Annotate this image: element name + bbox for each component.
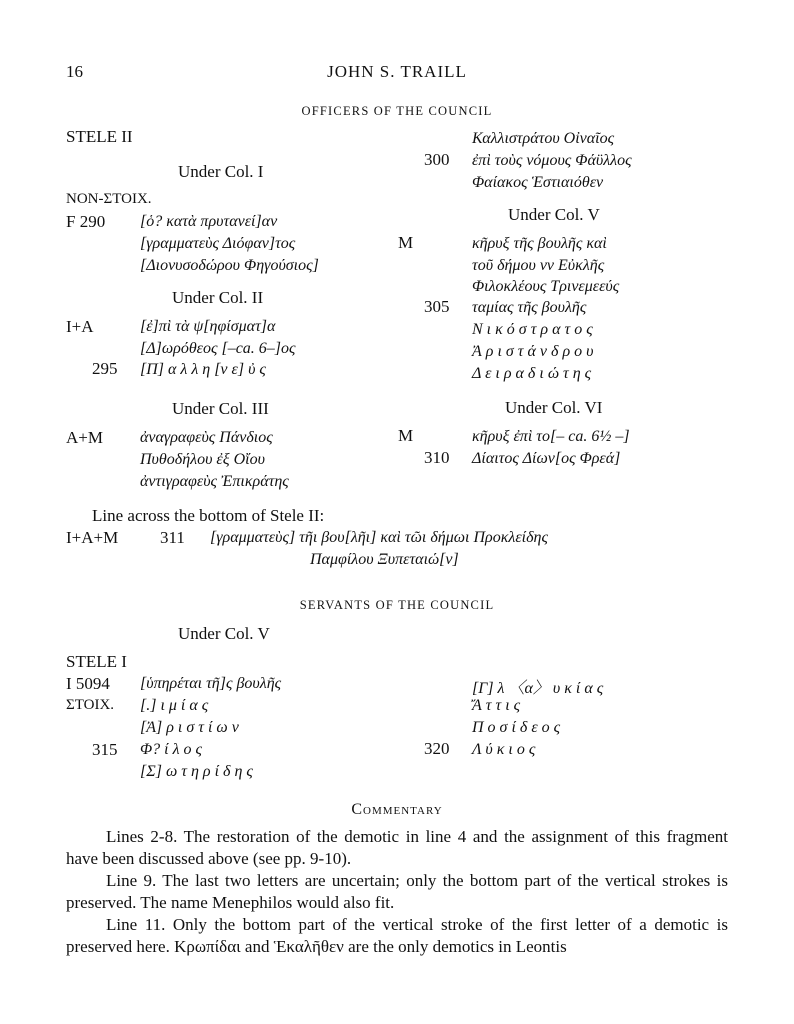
- servant-right-line: Ἄ τ τ ι ς: [472, 697, 521, 714]
- col5-line: τοῦ δήμου vv Εὐκλῆς: [472, 257, 605, 274]
- commentary-body: [66, 826, 728, 958]
- f290-line: [ὁ? κατὰ πρυτανεί]αν: [140, 213, 278, 230]
- line-across-heading: Line across the bottom of Stele II:: [92, 506, 325, 525]
- f290-line: [Διονυσοδώρου Φηγούσιος]: [140, 257, 319, 274]
- col5-line: ταμίας τῆς βουλῆς: [472, 299, 587, 316]
- iam-label: I+A+M: [66, 528, 119, 547]
- servant-left-line: [.] ι μ ί α ς: [140, 697, 209, 714]
- col2-line: [ἐ]πὶ τὰ ψ[ηφίσματ]α: [140, 318, 276, 335]
- page-number: 16: [66, 62, 83, 81]
- col5-line: Ἀ ρ ι σ τ ά ν δ ρ ο υ: [472, 343, 594, 360]
- line-number-300: 300: [424, 150, 450, 169]
- col3-line: ἀναγραφεὺς Πάνδιος: [140, 429, 273, 446]
- servant-left-line: [Σ] ω τ η ρ ί δ η ς: [140, 763, 253, 780]
- right-top-line: Καλλιστράτου Οἰναῖος: [472, 130, 615, 147]
- col3-line: ἀντιγραφεὺς Ἐπικράτης: [140, 473, 289, 490]
- col2-heading: Under Col. II: [172, 288, 264, 307]
- line-number-311: 311: [160, 528, 185, 547]
- i5094-label: I 5094: [66, 674, 110, 693]
- line-number-305: 305: [424, 297, 450, 316]
- col6-line: κῆρυξ ἐπὶ το[– ca. 6½ –]: [472, 428, 630, 445]
- line-311-text: [γραμματεὺς] τῆι βου[λῆι] καὶ τῶι δήμωι Προκλείδης: [210, 529, 548, 546]
- m-label: M: [398, 233, 414, 252]
- servants-col-heading: Under Col. V: [178, 624, 270, 643]
- f290-label: F 290: [66, 212, 106, 231]
- col3-heading: Under Col. III: [172, 399, 269, 418]
- col5-line: Φιλοκλέους Τρινεμεεύς: [472, 278, 620, 295]
- line-number-295: 295: [92, 359, 118, 378]
- line-311-text: Παμφίλου Ξυπεταιώ[ν]: [310, 551, 459, 568]
- commentary-paragraph: Lines 2-8. The restoration of the demotic in line 4 and the assignment of this fragment have been discussed above (see pp. 9-10).: [66, 827, 728, 868]
- running-title: JOHN S. TRAILL: [327, 62, 467, 81]
- right-top-line: Φαίακος Ἑστιαιόθεν: [472, 174, 604, 191]
- servant-left-line: [ὑπηρέται τῆ]ς βουλῆς: [140, 675, 282, 692]
- ia-label: I+A: [66, 317, 94, 336]
- line-number-320: 320: [424, 739, 450, 758]
- am-label: A+M: [66, 428, 103, 447]
- stoich-label: ΣTOIX.: [66, 697, 115, 713]
- col2-line: [Π] α λ λ η [ν ε] ὐ ς: [140, 361, 266, 378]
- col6-heading: Under Col. VI: [505, 398, 603, 417]
- stele-i-label: STELE I: [66, 652, 127, 671]
- servant-left-line: [Ἀ] ρ ι σ τ ί ω ν: [140, 719, 239, 736]
- m-label: M: [398, 426, 414, 445]
- commentary-paragraph: Line 9. The last two letters are uncertain; only the bottom part of the vertical strokes is preserved. The name Menephilos would also fit.: [66, 871, 728, 912]
- officers-section-title: OFFICERS OF THE COUNCIL: [301, 104, 493, 118]
- servant-left-line: Φ? ί λ ο ς: [140, 741, 203, 758]
- col5-line: Ν ι κ ό σ τ ρ α τ ο ς: [472, 321, 593, 338]
- servant-right-line: Λ ύ κ ι ο ς: [472, 741, 536, 758]
- line-number-315: 315: [92, 740, 118, 759]
- col5-heading: Under Col. V: [508, 205, 600, 224]
- commentary-title: Commentary: [351, 801, 443, 818]
- line-number-310: 310: [424, 448, 450, 467]
- commentary-paragraph: Line 11. Only the bottom part of the vertical stroke of the first letter of a demotic is preserved here. Κρωπίδαι and Ἑκαλῆθεν are the only demotics in Leontis: [66, 915, 728, 956]
- stele-ii-label: STELE II: [66, 127, 133, 146]
- col6-line: Δίαιτος Δίων[ος Φρεά]: [472, 450, 621, 467]
- right-top-line: ἐπὶ τοὺς νόμους Φάϋλλος: [472, 152, 632, 169]
- servants-section-title: SERVANTS OF THE COUNCIL: [299, 598, 495, 612]
- col5-line: κῆρυξ τῆς βουλῆς καὶ: [472, 235, 607, 252]
- f290-line: [γραμματεὺς Διόφαν]τος: [140, 235, 296, 252]
- col3-line: Πυθοδήλου ἐξ Οἴου: [140, 451, 265, 468]
- servant-right-line: Π ο σ ί δ ε ο ς: [472, 719, 561, 736]
- non-stoich-label: NON-ΣTOIX.: [66, 191, 152, 207]
- col1-heading: Under Col. I: [178, 162, 264, 181]
- servant-right-line: [Γ] λ 〈α〉 υ κ ί α ς: [472, 680, 604, 697]
- col5-line: Δ ε ι ρ α δ ι ώ τ η ς: [472, 365, 592, 382]
- col2-line: [Δ]ωρόθεος [–ca. 6–]ος: [140, 340, 296, 357]
